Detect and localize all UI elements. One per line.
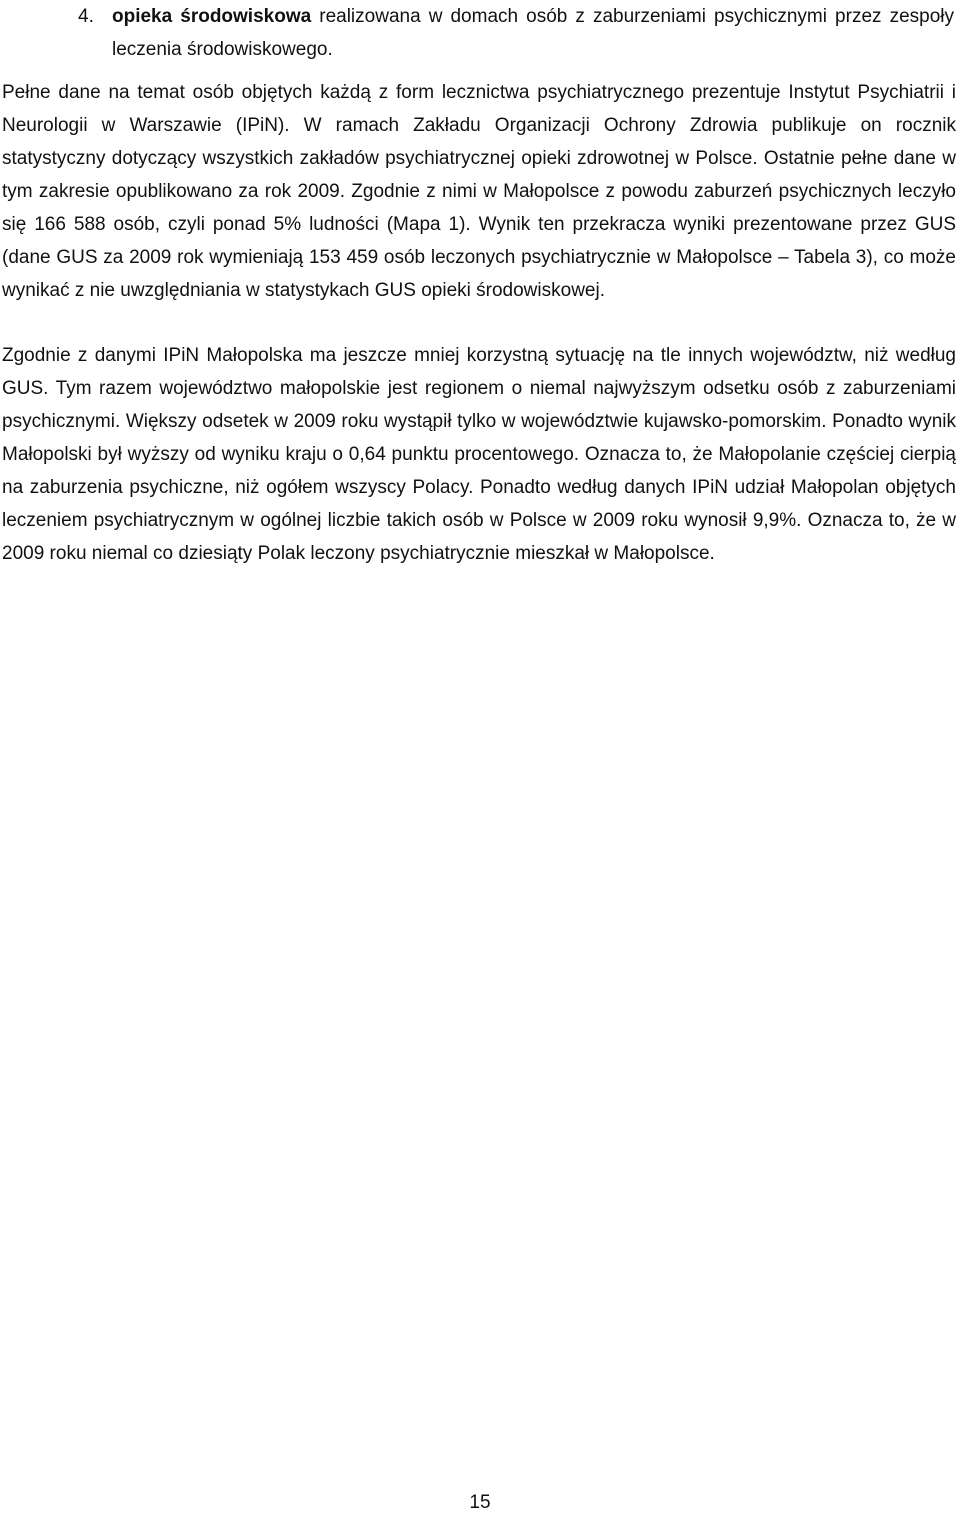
list-item-rest: realizowana w domach osób z zaburzeniami psychicznymi przez zespoły leczenia środowiskowego. <box>112 6 954 60</box>
paragraph-malopolska-comparison: Zgodnie z danymi IPiN Małopolska ma jeszcze mniej korzystną sytuację na tle innych województw, niż według GUS. Tym razem województwo małopolskie jest regionem o niemal najwyższym odsetku osób z zaburzeniami psychicznymi. Większy odsetek w 2009 roku wystąpił tylko w województwie kujawsko-pomorskim. Ponadto wynik Małopolski był wyższy od wyniku kraju o 0,64 punktu procentowego. Oznacza to, że Małopolanie częściej cierpią na zaburzenia psychiczne, niż ogółem wszyscy Polacy. Ponadto według danych IPiN udział Małopolan objętych leczeniem psychiatrycznym w ogólnej liczbie takich osób w Polsce w 2009 roku wynosił 9,9%. Oznacza to, że w 2009 roku niemal co dziesiąty Polak leczony psychiatrycznie mieszkał w Małopolsce. <box>2 345 956 564</box>
list-item-text <box>112 0 954 66</box>
list-item-bold-term: opieka środowiskowa <box>112 6 312 27</box>
paragraph-ipin-data: Pełne dane na temat osób objętych każdą z form lecznictwa psychiatrycznego prezentuje Instytut Psychiatrii i Neurologii w Warszawie (IPiN). W ramach Zakładu Organizacji Ochrony Zdrowia publikuje on rocznik statystyczny dotyczący wszystkich zakładów psychiatrycznej opieki zdrowotnej w Polsce. Ostatnie pełne dane w tym zakresie opublikowano za rok 2009. Zgodnie z nimi w Małopolsce z powodu zaburzeń psychicznych leczyło się 166 588 osób, czyli ponad 5% ludności (Mapa 1). Wynik ten przekracza wyniki prezentowane przez GUS (dane GUS za 2009 rok wymieniają 153 459 osób leczonych psychiatrycznie w Małopolsce – Tabela 3), co może wynikać z nie uwzględniania w statystykach GUS opieki środowiskowej. <box>2 82 956 301</box>
page-number: 15 <box>469 1492 491 1513</box>
list-item-number: 4. <box>78 6 94 27</box>
